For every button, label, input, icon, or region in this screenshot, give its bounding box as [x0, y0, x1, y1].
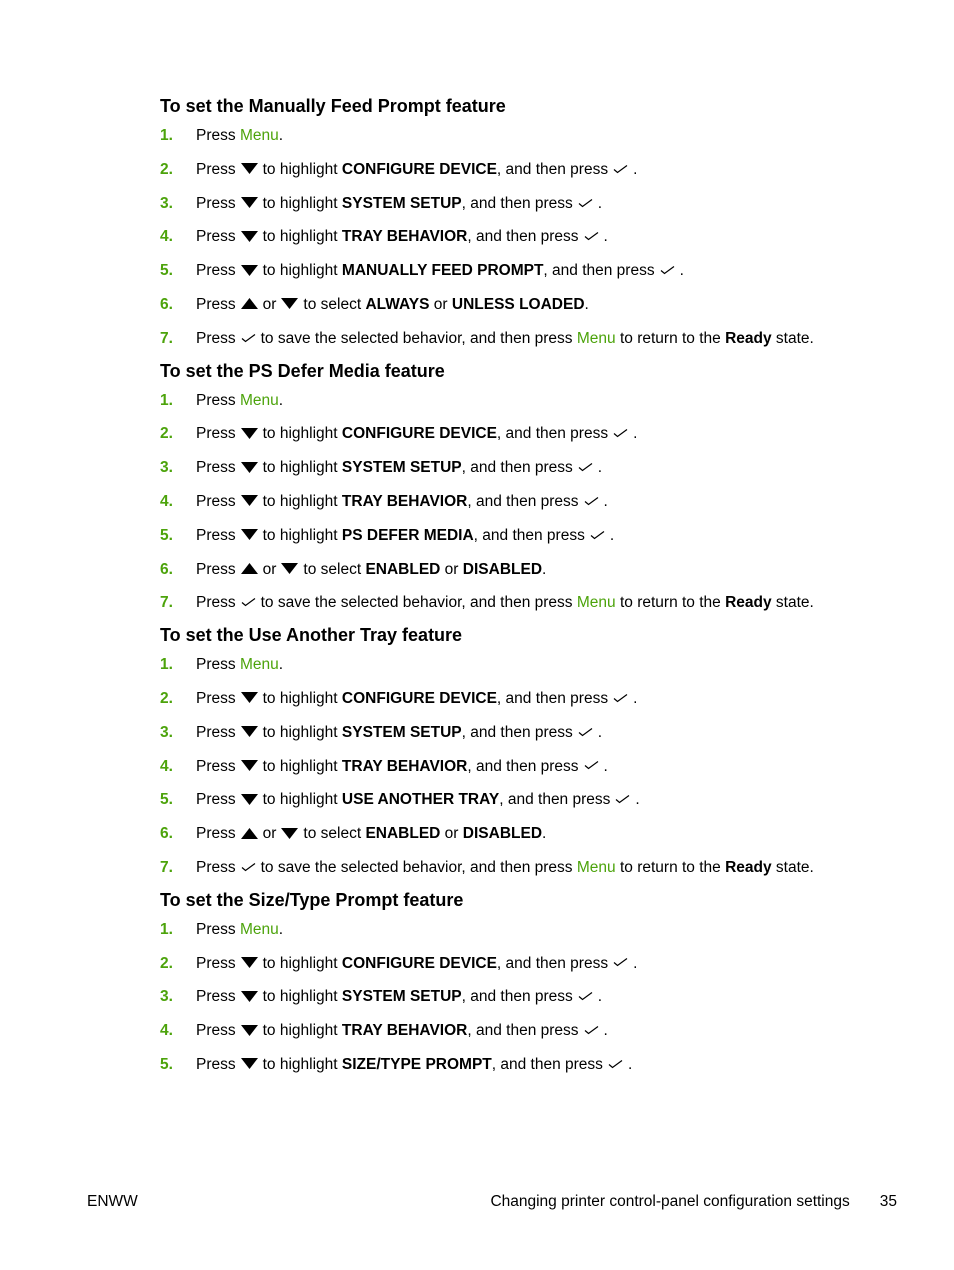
down-arrow-icon: [241, 1058, 258, 1069]
step-number: 2.: [160, 954, 173, 972]
menu-option-label: SYSTEM SETUP: [341, 194, 462, 212]
step-text-fragment: Press: [196, 459, 236, 477]
step-text-fragment: to return to the: [615, 594, 726, 612]
step-text-fragment: Press: [196, 194, 236, 212]
step-text-fragment: Press: [196, 858, 236, 876]
down-arrow-icon: [241, 957, 258, 968]
step-text-fragment: to highlight: [262, 1055, 342, 1073]
step-item: [160, 783, 920, 817]
step-text-fragment: .: [609, 526, 615, 544]
step-text-fragment: .: [633, 160, 638, 178]
down-arrow-icon: [281, 828, 298, 839]
step-text-fragment: to highlight: [262, 526, 342, 544]
down-arrow-icon: [241, 428, 258, 439]
step-item: [160, 716, 920, 750]
step-text-fragment: .: [597, 194, 603, 212]
step-number: 3.: [160, 459, 173, 477]
step-item: [160, 417, 920, 451]
step-text-fragment: .: [633, 689, 638, 707]
menu-option-label: Ready: [725, 858, 772, 876]
down-arrow-icon: [241, 163, 258, 174]
checkmark-icon: [608, 1059, 623, 1069]
step-item: [160, 682, 920, 716]
step-text-fragment: or: [262, 295, 277, 313]
page-number: 35: [879, 1193, 897, 1210]
step-text-fragment: .: [278, 920, 284, 938]
down-arrow-icon: [241, 692, 258, 703]
footer-right: [490, 1192, 897, 1212]
step-text-fragment: state.: [771, 858, 814, 876]
step-number: 4.: [160, 757, 173, 775]
step-list: [160, 648, 920, 885]
step-text-fragment: .: [597, 459, 603, 477]
step-text-fragment: , and then press: [461, 988, 573, 1006]
step-number: 3.: [160, 988, 173, 1006]
menu-option-label: Ready: [725, 594, 772, 612]
step-number: 7.: [160, 858, 173, 876]
step-number: 7.: [160, 329, 173, 347]
section-title: To set the PS Defer Media feature: [160, 360, 445, 381]
step-text-fragment: Press: [196, 526, 236, 544]
step-item: [160, 451, 920, 485]
procedure-section: [160, 93, 920, 356]
checkmark-icon: [584, 1025, 599, 1035]
step-text: [196, 716, 602, 750]
step-number: 5.: [160, 262, 173, 280]
step-text-fragment: , and then press: [461, 723, 573, 741]
step-item: [160, 485, 920, 519]
section-title: To set the Manually Feed Prompt feature: [160, 96, 506, 116]
step-text: [196, 451, 602, 485]
menu-button-label: Menu: [239, 656, 279, 674]
step-text-fragment: Press: [196, 228, 236, 246]
menu-option-label: Ready: [725, 329, 772, 347]
step-text-fragment: or: [440, 560, 463, 578]
menu-option-label: PS DEFER MEDIA: [341, 526, 474, 544]
menu-option-label: CONFIGURE DEVICE: [341, 425, 497, 443]
step-text-fragment: state.: [771, 594, 814, 612]
procedure-section: [160, 887, 920, 1082]
step-item: [160, 1048, 920, 1082]
step-text-fragment: to highlight: [262, 459, 342, 477]
section-title: To set the Size/Type Prompt feature: [160, 889, 464, 910]
step-text-fragment: to highlight: [262, 262, 342, 280]
checkmark-icon: [584, 496, 599, 506]
step-text-fragment: .: [603, 757, 608, 775]
checkmark-icon: [613, 428, 628, 438]
step-text-fragment: Press: [196, 295, 236, 313]
up-arrow-icon: [241, 563, 258, 574]
step-text-fragment: or: [440, 825, 463, 843]
step-number: 6.: [160, 295, 173, 313]
step-text-fragment: to highlight: [262, 791, 342, 809]
menu-option-label: ALWAYS: [365, 295, 430, 313]
step-item: [160, 288, 920, 322]
step-number: 5.: [160, 526, 173, 544]
step-text-fragment: to return to the: [615, 329, 726, 347]
menu-button-label: Menu: [239, 920, 279, 938]
down-arrow-icon: [241, 991, 258, 1002]
step-text: [196, 682, 637, 716]
down-arrow-icon: [281, 298, 298, 309]
step-text-fragment: Press: [196, 594, 236, 612]
step-number: 2.: [160, 689, 173, 707]
step-text: [196, 783, 640, 817]
checkmark-icon: [590, 530, 605, 540]
document-body: [160, 93, 920, 1082]
step-text-fragment: .: [278, 391, 284, 409]
step-number: 7.: [160, 594, 173, 612]
step-text-fragment: Press: [196, 262, 236, 280]
step-text-fragment: to highlight: [262, 954, 342, 972]
down-arrow-icon: [241, 231, 258, 242]
step-text-fragment: to highlight: [262, 160, 342, 178]
step-text-fragment: Press: [196, 920, 240, 938]
step-text-fragment: to highlight: [262, 492, 342, 510]
step-item: [160, 322, 920, 356]
step-text: [196, 384, 283, 418]
step-item: [160, 947, 920, 981]
step-text: [196, 648, 283, 682]
step-text-fragment: .: [627, 1055, 633, 1073]
step-text-fragment: to highlight: [262, 425, 342, 443]
step-text-fragment: .: [603, 228, 608, 246]
step-text-fragment: .: [597, 988, 603, 1006]
step-text-fragment: to highlight: [262, 689, 342, 707]
step-number: 1.: [160, 127, 173, 144]
step-item: [160, 648, 920, 682]
step-list: [160, 119, 920, 356]
checkmark-icon: [584, 231, 599, 241]
step-text-fragment: , and then press: [491, 1055, 603, 1073]
step-item: [160, 750, 920, 784]
menu-button-label: Menu: [239, 391, 279, 409]
step-text: [196, 485, 608, 519]
step-list: [160, 913, 920, 1082]
down-arrow-icon: [241, 794, 258, 805]
step-text-fragment: to save the selected behavior, and then press: [260, 594, 577, 612]
step-text-fragment: Press: [196, 825, 236, 843]
down-arrow-icon: [241, 760, 258, 771]
step-text: [196, 913, 283, 947]
down-arrow-icon: [241, 726, 258, 737]
step-number: 1.: [160, 391, 173, 409]
step-item: [160, 851, 920, 885]
step-item: [160, 220, 920, 254]
step-text-fragment: to select: [303, 825, 366, 843]
step-text-fragment: .: [603, 1022, 608, 1040]
step-text-fragment: .: [278, 656, 284, 674]
step-text-fragment: Press: [196, 791, 236, 809]
menu-option-label: CONFIGURE DEVICE: [341, 160, 497, 178]
footer-left: [87, 1192, 138, 1212]
checkmark-icon: [578, 462, 593, 472]
down-arrow-icon: [241, 462, 258, 473]
down-arrow-icon: [241, 197, 258, 208]
step-text-fragment: , and then press: [499, 791, 611, 809]
step-text-fragment: Press: [196, 160, 236, 178]
menu-option-label: CONFIGURE DEVICE: [341, 689, 497, 707]
step-text-fragment: to return to the: [615, 858, 726, 876]
step-text-fragment: Press: [196, 391, 240, 409]
menu-option-label: SYSTEM SETUP: [341, 459, 462, 477]
menu-option-label: TRAY BEHAVIOR: [341, 492, 468, 510]
menu-option-label: TRAY BEHAVIOR: [341, 228, 468, 246]
menu-button-label: Menu: [576, 329, 616, 347]
step-item: [160, 913, 920, 947]
step-item: [160, 254, 920, 288]
step-text: [196, 322, 814, 356]
step-text-fragment: Press: [196, 425, 236, 443]
menu-option-label: DISABLED: [462, 825, 543, 843]
step-text: [196, 187, 602, 221]
step-text-fragment: or: [262, 560, 277, 578]
step-text-fragment: .: [542, 825, 547, 843]
step-text-fragment: Press: [196, 127, 240, 144]
checkmark-icon: [613, 693, 628, 703]
step-text-fragment: Press: [196, 329, 236, 347]
step-item: [160, 384, 920, 418]
step-text-fragment: , and then press: [496, 689, 609, 707]
menu-button-label: Menu: [576, 858, 616, 876]
step-item: [160, 817, 920, 851]
step-text-fragment: .: [633, 425, 638, 443]
down-arrow-icon: [241, 1025, 258, 1036]
step-text: [196, 153, 637, 187]
step-text-fragment: to highlight: [262, 1022, 342, 1040]
step-text-fragment: Press: [196, 1055, 236, 1073]
step-number: 3.: [160, 194, 173, 212]
step-item: [160, 1014, 920, 1048]
checkmark-icon: [578, 991, 593, 1001]
menu-option-label: SYSTEM SETUP: [341, 988, 462, 1006]
step-text-fragment: to save the selected behavior, and then press: [260, 329, 577, 347]
down-arrow-icon: [241, 529, 258, 540]
step-text-fragment: to select: [303, 560, 366, 578]
step-text-fragment: , and then press: [467, 1022, 579, 1040]
step-text-fragment: to highlight: [262, 723, 342, 741]
step-text-fragment: to highlight: [262, 757, 342, 775]
step-text-fragment: to highlight: [262, 988, 342, 1006]
step-list: [160, 384, 920, 621]
step-text-fragment: .: [584, 295, 589, 313]
step-item: [160, 553, 920, 587]
checkmark-icon: [241, 333, 256, 343]
step-item: [160, 586, 920, 620]
menu-option-label: ENABLED: [365, 825, 441, 843]
step-text-fragment: , and then press: [467, 228, 579, 246]
step-item: [160, 519, 920, 553]
menu-button-label: Menu: [576, 594, 616, 612]
step-text: [196, 586, 814, 620]
step-item: [160, 980, 920, 1014]
down-arrow-icon: [281, 563, 298, 574]
menu-option-label: TRAY BEHAVIOR: [341, 757, 468, 775]
step-text: [196, 947, 637, 981]
step-text: [196, 119, 283, 153]
checkmark-icon: [578, 198, 593, 208]
step-text: [196, 1014, 608, 1048]
step-number: 6.: [160, 825, 173, 843]
checkmark-icon: [613, 957, 628, 967]
up-arrow-icon: [241, 828, 258, 839]
step-text-fragment: , and then press: [543, 262, 655, 280]
menu-option-label: UNLESS LOADED: [451, 295, 585, 313]
step-text-fragment: .: [633, 954, 638, 972]
procedure-section: [160, 358, 920, 621]
step-number: 5.: [160, 791, 173, 809]
step-text-fragment: Press: [196, 492, 236, 510]
step-text-fragment: .: [597, 723, 603, 741]
step-number: 2.: [160, 160, 173, 178]
menu-option-label: SYSTEM SETUP: [341, 723, 462, 741]
menu-option-label: MANUALLY FEED PROMPT: [341, 262, 544, 280]
step-text: [196, 417, 637, 451]
step-number: 4.: [160, 492, 173, 510]
step-text-fragment: Press: [196, 988, 236, 1006]
step-item: [160, 153, 920, 187]
step-text-fragment: , and then press: [496, 954, 609, 972]
step-text-fragment: Press: [196, 954, 236, 972]
step-text-fragment: state.: [771, 329, 814, 347]
step-text-fragment: or: [429, 295, 452, 313]
step-number: 4.: [160, 228, 173, 246]
step-text-fragment: .: [679, 262, 684, 280]
step-text-fragment: Press: [196, 1022, 236, 1040]
step-number: 5.: [160, 1055, 173, 1073]
menu-option-label: TRAY BEHAVIOR: [341, 1022, 468, 1040]
step-text: [196, 254, 684, 288]
step-number: 3.: [160, 723, 173, 741]
menu-option-label: USE ANOTHER TRAY: [341, 791, 500, 809]
step-text-fragment: .: [635, 791, 640, 809]
procedure-section: [160, 622, 920, 885]
step-text-fragment: , and then press: [461, 459, 573, 477]
step-text: [196, 519, 614, 553]
menu-option-label: CONFIGURE DEVICE: [341, 954, 497, 972]
step-text-fragment: .: [603, 492, 608, 510]
footer-publisher-code: ENWW: [87, 1193, 138, 1210]
step-text-fragment: or: [262, 825, 277, 843]
checkmark-icon: [578, 727, 593, 737]
step-text-fragment: , and then press: [467, 757, 579, 775]
step-number: 1.: [160, 920, 173, 938]
step-text-fragment: to select: [303, 295, 366, 313]
step-text: [196, 817, 546, 851]
step-text-fragment: Press: [196, 656, 240, 674]
step-text-fragment: , and then press: [467, 492, 579, 510]
step-text-fragment: to highlight: [262, 194, 342, 212]
step-text-fragment: to save the selected behavior, and then press: [260, 858, 577, 876]
checkmark-icon: [660, 265, 675, 275]
footer-chapter-title: Changing printer control-panel configuration settings: [490, 1193, 850, 1210]
step-text: [196, 220, 608, 254]
checkmark-icon: [241, 597, 256, 607]
step-text-fragment: , and then press: [496, 160, 609, 178]
step-text-fragment: Press: [196, 723, 236, 741]
menu-option-label: SIZE/TYPE PROMPT: [341, 1055, 492, 1073]
step-text-fragment: .: [542, 560, 547, 578]
step-number: 4.: [160, 1022, 173, 1040]
step-text-fragment: , and then press: [461, 194, 573, 212]
down-arrow-icon: [241, 495, 258, 506]
step-text: [196, 980, 602, 1014]
step-number: 1.: [160, 656, 173, 674]
step-text: [196, 553, 546, 587]
step-item: [160, 187, 920, 221]
checkmark-icon: [613, 164, 628, 174]
step-text-fragment: Press: [196, 689, 236, 707]
menu-option-label: DISABLED: [462, 560, 543, 578]
checkmark-icon: [615, 794, 630, 804]
step-text-fragment: , and then press: [473, 526, 585, 544]
step-text: [196, 750, 608, 784]
step-text: [196, 288, 589, 322]
checkmark-icon: [241, 862, 256, 872]
step-item: [160, 119, 920, 153]
checkmark-icon: [584, 760, 599, 770]
step-text-fragment: to highlight: [262, 228, 342, 246]
menu-option-label: ENABLED: [365, 560, 441, 578]
down-arrow-icon: [241, 265, 258, 276]
up-arrow-icon: [241, 298, 258, 309]
section-title: To set the Use Another Tray feature: [160, 625, 463, 646]
step-text: [196, 851, 814, 885]
step-text: [196, 1048, 632, 1082]
menu-button-label: Menu: [239, 127, 279, 144]
step-number: 6.: [160, 560, 173, 578]
step-text-fragment: , and then press: [496, 425, 609, 443]
step-text-fragment: Press: [196, 560, 236, 578]
step-text-fragment: .: [278, 127, 284, 144]
step-text-fragment: Press: [196, 757, 236, 775]
step-number: 2.: [160, 425, 173, 443]
